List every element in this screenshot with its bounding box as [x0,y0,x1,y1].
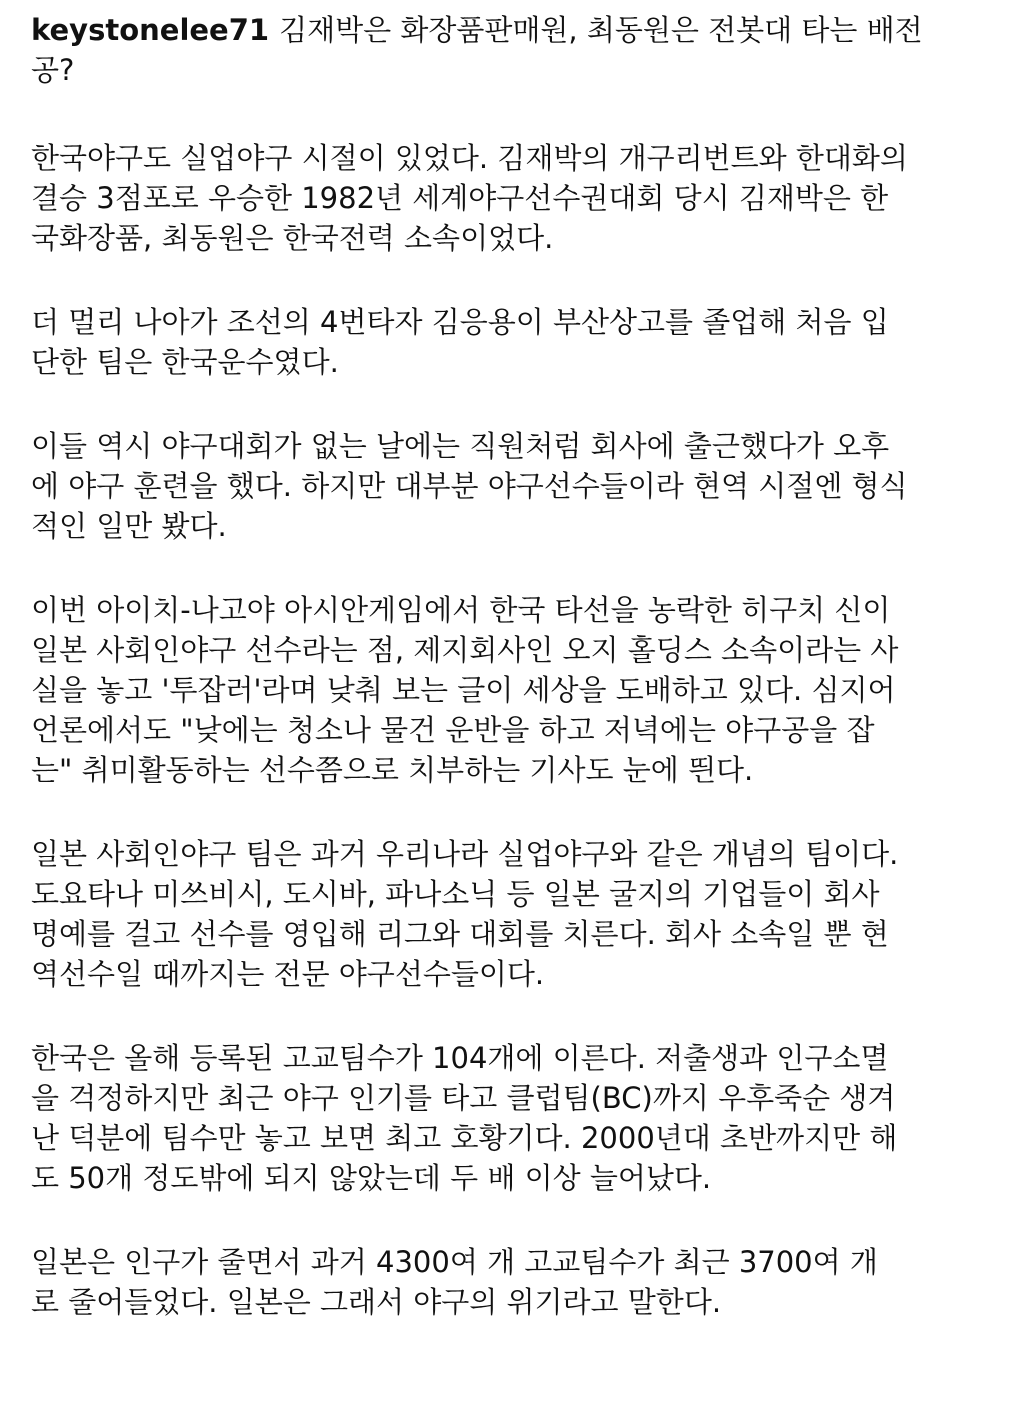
paragraph-line: 일본은 인구가 줄면서 과거 4300여 개 고교팀수가 최근 3700여 개 [31,1245,878,1279]
paragraph-line: 을 걱정하지만 최근 야구 인기를 타고 클럽팀(BC)까지 우후죽순 생겨 [31,1081,896,1115]
paragraph-line: 역선수일 때까지는 전문 야구선수들이다. [31,957,545,991]
paragraph-line: 일본 사회인야구 팀은 과거 우리나라 실업야구와 같은 개념의 팀이다. [31,837,899,871]
caption-header [31,10,993,90]
paragraph-line: 로 줄어들었다. 일본은 그래서 야구의 위기라고 말한다. [31,1285,722,1319]
paragraph-line: 단한 팀은 한국운수였다. [31,345,339,379]
paragraph-line: 에 야구 훈련을 했다. 하지만 대부분 야구선수들이라 현역 시절엔 형식 [31,469,908,503]
caption-text-line-1: 김재박은 화장품판매원, 최동원은 전봇대 타는 배전 [279,13,923,47]
paragraph-line: 한국은 올해 등록된 고교팀수가 104개에 이른다. 저출생과 인구소멸 [31,1041,889,1075]
paragraph-5 [31,834,993,994]
post-caption-container [31,10,993,1366]
caption-line-1 [31,10,993,50]
paragraph-line: 국화장품, 최동원은 한국전력 소속이었다. [31,221,554,255]
paragraph-line: 난 덕분에 팀수만 놓고 보면 최고 호황기다. 2000년대 초반까지만 해 [31,1121,898,1155]
caption-text-line-2: 공? [31,53,75,87]
paragraph-line: 더 멀리 나아가 조선의 4번타자 김응용이 부산상고를 졸업해 처음 입 [31,305,889,339]
paragraph-line: 이들 역시 야구대회가 없는 날에는 직원처럼 회사에 출근했다가 오후 [31,429,890,463]
paragraph-line: 실을 놓고 '투잡러'라며 낮춰 보는 글이 세상을 도배하고 있다. 심지어 [31,673,896,707]
paragraph-line: 적인 일만 봤다. [31,509,227,543]
paragraph-line: 언론에서도 "낮에는 청소나 물건 운반을 하고 저녁에는 야구공을 잡 [31,713,875,747]
paragraph-line: 결승 3점포로 우승한 1982년 세계야구선수권대회 당시 김재박은 한 [31,181,889,215]
paragraph-line: 이번 아이치-나고야 아시안게임에서 한국 타선을 농락한 히구치 신이 [31,593,891,627]
paragraph-7 [31,1242,993,1322]
paragraph-line: 도요타나 미쓰비시, 도시바, 파나소닉 등 일본 굴지의 기업들이 회사 [31,877,880,911]
paragraph-6 [31,1038,993,1198]
username-link[interactable]: keystonelee71 [31,13,270,47]
paragraph-line: 일본 사회인야구 선수라는 점, 제지회사인 오지 홀딩스 소속이라는 사 [31,633,899,667]
paragraph-line: 는" 취미활동하는 선수쯤으로 치부하는 기사도 눈에 띈다. [31,753,754,787]
paragraph-line: 한국야구도 실업야구 시절이 있었다. 김재박의 개구리번트와 한대화의 [31,141,908,175]
paragraph-4 [31,590,993,790]
paragraph-line: 명예를 걸고 선수를 영입해 리그와 대회를 치른다. 회사 소속일 뿐 현 [31,917,889,951]
paragraph-2 [31,302,993,382]
paragraph-line: 도 50개 정도밖에 되지 않았는데 두 배 이상 늘어났다. [31,1161,712,1195]
paragraph-1 [31,138,993,258]
paragraph-3 [31,426,993,546]
